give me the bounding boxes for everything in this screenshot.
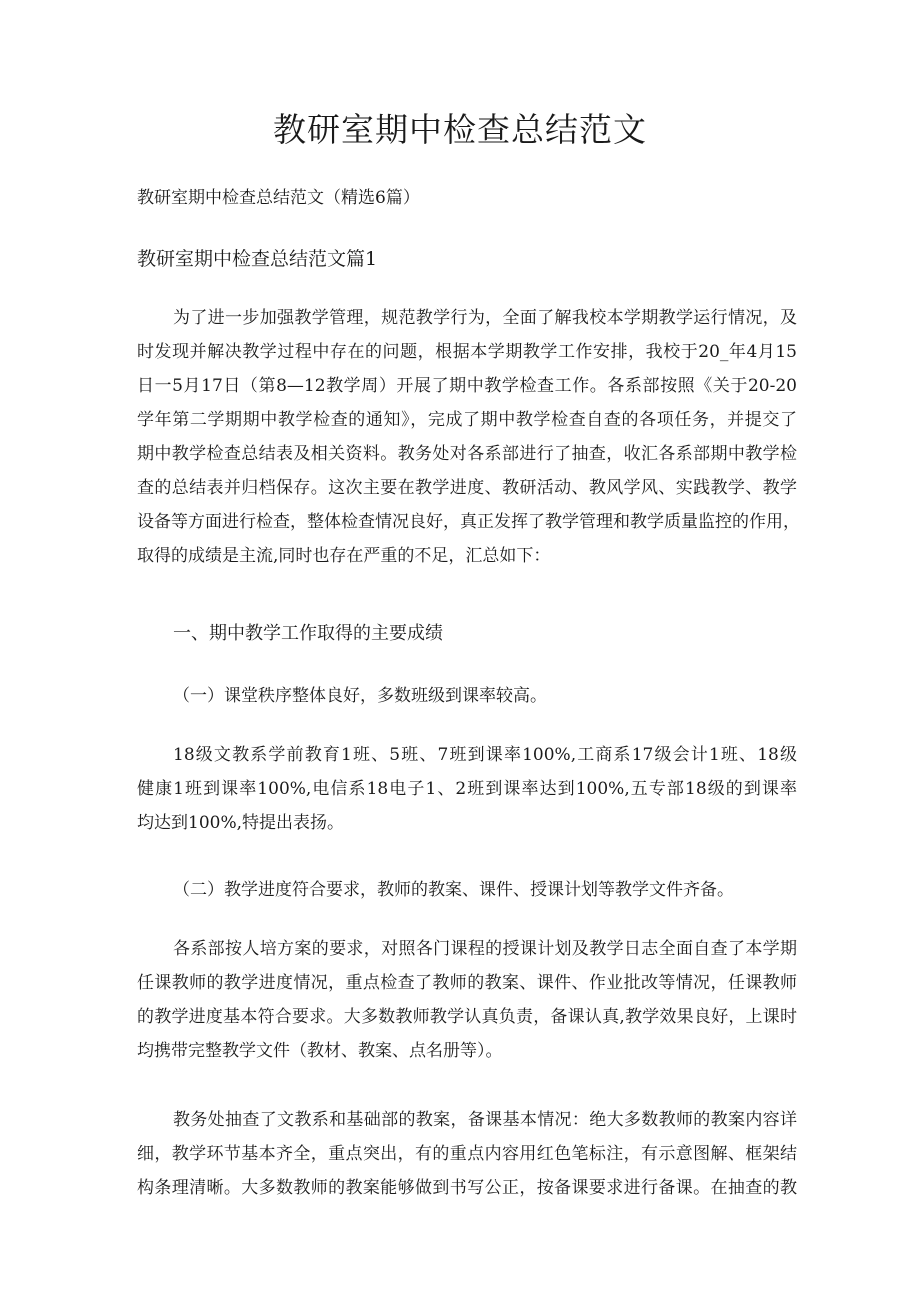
paragraph-line: 查的总结表并归档保存。这次主要在教学进度、教研活动、教风学风、实践教学、教学 bbox=[137, 478, 797, 498]
paragraph-line: 设备等方面进行检查，整体检查情况良好，真正发挥了教学管理和教学质量监控的作用， bbox=[137, 512, 800, 532]
subheading-attendance: （一）课堂秩序整体良好，多数班级到课率较高。 bbox=[173, 686, 547, 706]
paragraph-attendance bbox=[137, 738, 797, 840]
paragraph-line: 细，教学环节基本齐全，重点突出，有的重点内容用红色笔标注，有示意图解、框架结 bbox=[137, 1144, 797, 1164]
paragraph-line: 构条理清晰。大多数教师的教案能够做到书写公正，按备课要求进行备课。在抽查的教 bbox=[137, 1178, 797, 1198]
heading-achievements: 一、期中教学工作取得的主要成绩 bbox=[173, 623, 443, 644]
paragraph-line: 的教学进度基本符合要求。大多数教师教学认真负责，备课认真,教学效果良好，上课时 bbox=[137, 1007, 797, 1027]
paragraph-line: 日一5月17日（第8—12教学周）开展了期中教学检查工作。各系部按照《关于20-20 bbox=[137, 376, 797, 396]
section-heading: 教研室期中检查总结范文篇1 bbox=[137, 248, 378, 270]
paragraph-intro bbox=[137, 301, 800, 573]
paragraph-line: 均达到100%,特提出表扬。 bbox=[137, 813, 345, 833]
paragraph-progress bbox=[137, 932, 797, 1068]
paragraph-line: 学年第二学期期中教学检查的通知》，完成了期中教学检查自查的各项任务，并提交了 bbox=[137, 410, 797, 430]
paragraph-line: 取得的成绩是主流,同时也存在严重的不足，汇总如下： bbox=[137, 546, 551, 566]
paragraph-line: 各系部按人培方案的要求，对照各门课程的授课计划及教学日志全面自查了本学期 bbox=[173, 939, 797, 959]
paragraph-line: 为了进一步加强教学管理，规范教学行为，全面了解我校本学期教学运行情况，及 bbox=[173, 308, 797, 328]
paragraph-line: 18级文教系学前教育1班、5班、7班到课率100%,工商系17级会计1班、18级 bbox=[173, 745, 797, 765]
paragraph-line: 均携带完整教学文件（教材、教案、点名册等）。 bbox=[137, 1041, 503, 1061]
paragraph-line: 任课教师的教学进度情况，重点检查了教师的教案、课件、作业批改等情况，任课教师 bbox=[137, 973, 797, 993]
paragraph-line: 时发现并解决教学过程中存在的问题，根据本学期教学工作安排，我校于20_年4月15 bbox=[137, 342, 797, 362]
document-title: 教研室期中检查总结范文 bbox=[273, 110, 647, 149]
document-subtitle: 教研室期中检查总结范文（精选6篇） bbox=[137, 188, 420, 208]
paragraph-lesson-plans bbox=[137, 1103, 797, 1205]
paragraph-line: 期中教学检查总结表及相关资料。教务处对各系部进行了抽查，收汇各系部期中教学检 bbox=[137, 444, 797, 464]
subheading-progress: （二）教学进度符合要求，教师的教案、课件、授课计划等教学文件齐备。 bbox=[173, 880, 734, 900]
paragraph-line: 健康1班到课率100%,电信系18电子1、2班到课率达到100%,五专部18级的到课率 bbox=[137, 779, 797, 799]
paragraph-line: 教务处抽查了文教系和基础部的教案，备课基本情况：绝大多数教师的教案内容详 bbox=[173, 1110, 797, 1130]
